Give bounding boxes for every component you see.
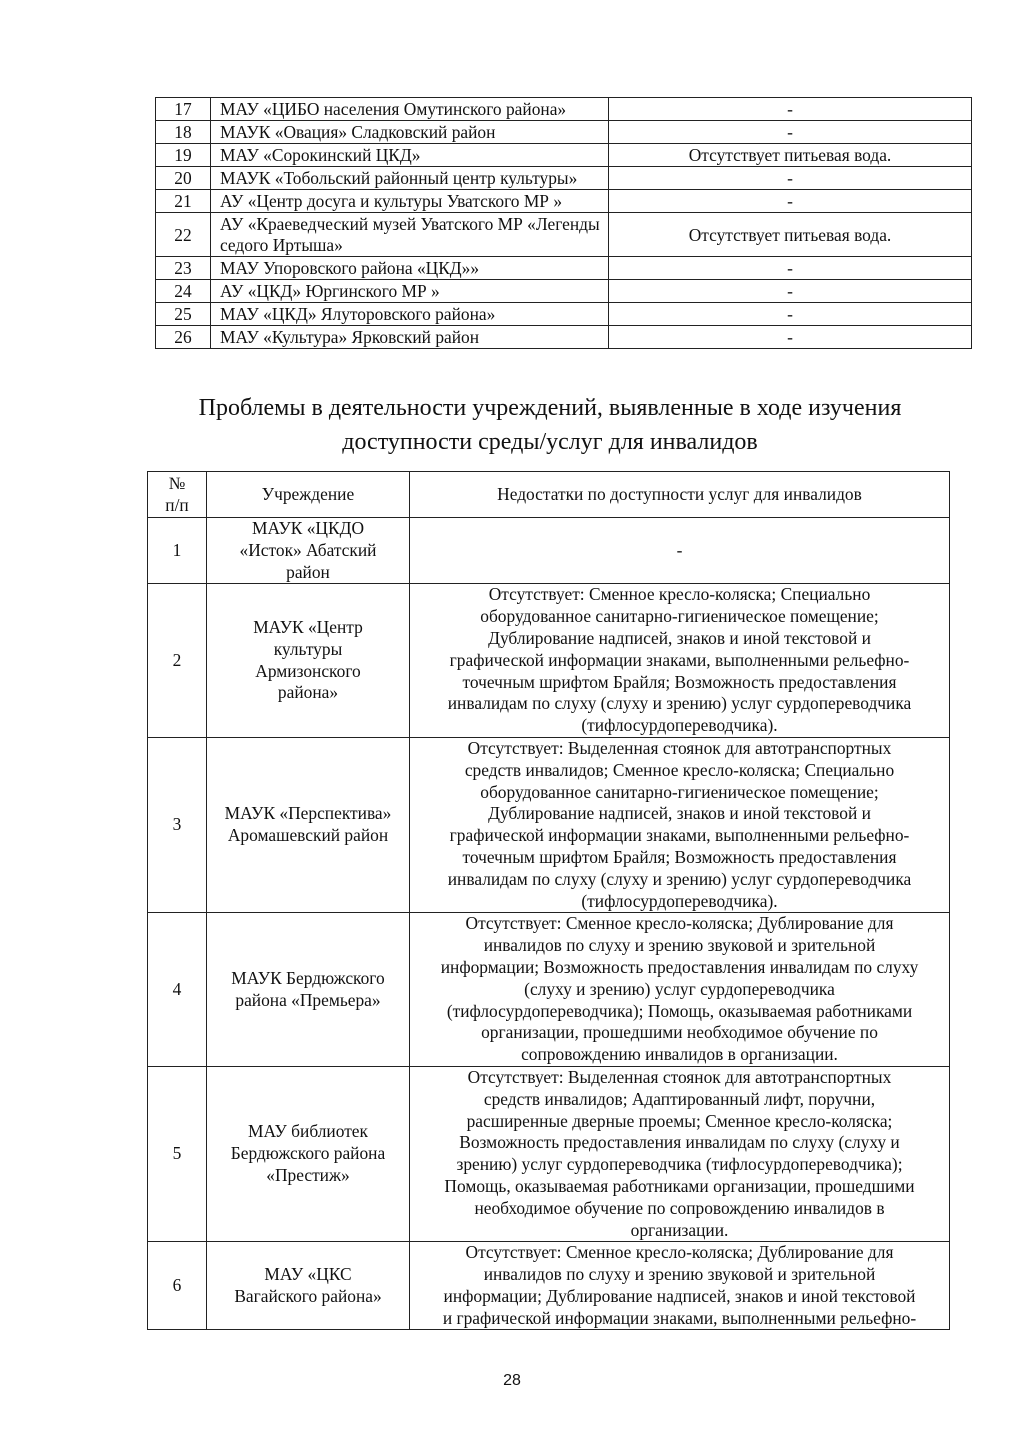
row-note: - <box>609 98 972 121</box>
institution-cell <box>207 1066 410 1241</box>
deficiencies-cell <box>410 1242 950 1330</box>
institution-line: района» <box>277 682 339 703</box>
table-row <box>148 737 950 912</box>
deficiency-line: средств инвалидов; Сменное кресло-коляска; Специально <box>464 759 895 780</box>
institution-name: АУ «Краеведческий музей Уватского МР «Легенды седого Иртыша» <box>211 213 609 257</box>
table-row <box>156 213 972 257</box>
row-note: Отсутствует питьевая вода. <box>609 144 972 167</box>
row-note: - <box>609 303 972 326</box>
row-note: - <box>609 167 972 190</box>
institution-line: района «Премьера» <box>235 989 381 1010</box>
deficiency-line: Дублирование надписей, знаков и иной текстовой и <box>488 803 871 824</box>
deficiency-line: графической информации знаками, выполненными рельефно- <box>449 649 910 670</box>
institution-name: МАУК «Овация» Сладковский район <box>211 121 609 144</box>
deficiency-line: информации; Возможность предоставления инвалидам по слуху <box>440 956 919 977</box>
institutions-table-continued <box>155 97 972 349</box>
deficiency-line: Отсутствует: Выделенная стоянок для автотранспортных <box>467 1066 892 1087</box>
deficiency-line: Отсутствует: Сменное кресло-коляска; Специально <box>488 584 871 605</box>
deficiency-line: Помощь, оказываемая работниками организации, прошедшими <box>444 1175 915 1196</box>
deficiency-line: инвалидам по слуху (слуху и зрению) услуг сурдопереводчика <box>447 868 912 889</box>
row-number: 22 <box>156 213 211 257</box>
accessibility-problems-table <box>147 471 950 1330</box>
deficiency-line: средств инвалидов; Адаптированный лифт, поручни, <box>483 1088 876 1109</box>
institution-line: Бердюжского района <box>230 1143 386 1164</box>
deficiencies-cell <box>410 737 950 912</box>
institution-cell <box>207 913 410 1067</box>
row-number: 21 <box>156 190 211 213</box>
deficiency-line: инвалидам по слуху (слуху и зрению) услуг сурдопереводчика <box>447 693 912 714</box>
row-number: 2 <box>148 584 207 738</box>
institution-line: МАУК Бердюжского <box>231 967 385 988</box>
institution-line: Аромашевский район <box>227 825 389 846</box>
deficiency-line: Отсутствует: Сменное кресло-коляска; Дублирование для <box>465 913 894 934</box>
row-number: 20 <box>156 167 211 190</box>
deficiency-line: оборудованное санитарно-гигиеническое помещение; <box>480 606 879 627</box>
table-row <box>148 1242 950 1330</box>
deficiency-line: инвалидов по слуху и зрению звуковой и зрительной <box>483 1264 876 1285</box>
institution-line: район <box>286 561 330 582</box>
table-row <box>156 121 972 144</box>
deficiency-line: необходимое обучение по сопровождению инвалидов в <box>474 1197 885 1218</box>
institution-line: «Исток» Абатский <box>239 539 377 560</box>
row-note: - <box>609 280 972 303</box>
institution-name: МАУК «Тобольский районный центр культуры» <box>211 167 609 190</box>
header-number <box>148 472 207 518</box>
deficiency-line: (тифлосурдопереводчика); Помощь, оказываемая работниками <box>446 1000 913 1021</box>
row-number: 25 <box>156 303 211 326</box>
deficiencies-cell <box>410 584 950 738</box>
table-row <box>156 257 972 280</box>
deficiency-line: информации; Дублирование надписей, знаков и иной текстовой <box>443 1285 916 1306</box>
institution-line: МАУ библиотек <box>248 1121 368 1142</box>
deficiency-line: Отсутствует: Сменное кресло-коляска; Дублирование для <box>465 1242 894 1263</box>
deficiency-line: (тифлосурдопереводчика). <box>581 715 778 736</box>
deficiency-line: Дублирование надписей, знаков и иной текстовой и <box>488 627 871 648</box>
institution-line: МАУК «Перспектива» <box>224 803 392 824</box>
institution-name: МАУ «Сорокинский ЦКД» <box>211 144 609 167</box>
institution-line: Армизонского <box>255 660 361 681</box>
institution-name: МАУ «ЦКД» Ялуторовского района» <box>211 303 609 326</box>
header-row <box>148 472 950 518</box>
row-note: - <box>609 190 972 213</box>
deficiency-line: расширенные дверные проемы; Сменное кресло-коляска; <box>466 1110 893 1131</box>
institution-cell <box>207 584 410 738</box>
table-row <box>156 280 972 303</box>
table-row <box>156 98 972 121</box>
institution-line: МАУК «ЦКДО <box>251 518 365 538</box>
table-row <box>148 1066 950 1241</box>
institutions-table-body <box>156 98 972 349</box>
institution-name: МАУ «Культура» Ярковский район <box>211 326 609 349</box>
deficiency-line: графической информации знаками, выполненными рельефно- <box>449 825 910 846</box>
row-number: 3 <box>148 737 207 912</box>
row-note: - <box>609 121 972 144</box>
table-row <box>148 584 950 738</box>
row-note: Отсутствует питьевая вода. <box>609 213 972 257</box>
institution-cell <box>207 518 410 584</box>
section-title <box>120 391 980 459</box>
row-number: 4 <box>148 913 207 1067</box>
row-number: 24 <box>156 280 211 303</box>
table-row <box>156 326 972 349</box>
institution-line: Вагайского района» <box>234 1285 382 1306</box>
header-number-line-2: п/п <box>165 494 189 515</box>
institution-name: МАУ «ЦИБО населения Омутинского района» <box>211 98 609 121</box>
institution-line: культуры <box>273 638 343 659</box>
deficiency-line: организации, прошедшими необходимое обучение по <box>481 1022 878 1043</box>
row-number: 19 <box>156 144 211 167</box>
page-number: 28 <box>503 1372 521 1389</box>
table-row <box>156 167 972 190</box>
deficiency-line: точечным шрифтом Брайля; Возможность предоставления <box>462 846 897 867</box>
header-deficiencies: Недостатки по доступности услуг для инвалидов <box>410 472 950 518</box>
section-title-line-2: доступности среды/услуг для инвалидов <box>342 429 758 455</box>
accessibility-table-body <box>148 518 950 1330</box>
row-number: 1 <box>148 518 207 584</box>
row-number: 5 <box>148 1066 207 1241</box>
row-number: 26 <box>156 326 211 349</box>
deficiency-line: сопровождению инвалидов в организации. <box>521 1044 838 1065</box>
institution-line: «Престиж» <box>266 1165 350 1185</box>
row-note: - <box>609 326 972 349</box>
header-number-line-1: № <box>168 472 186 493</box>
institution-line: МАУК «Центр <box>253 617 363 638</box>
deficiency-line: (тифлосурдопереводчика). <box>581 890 778 911</box>
deficiency-line: организации. <box>630 1219 729 1240</box>
deficiency-line: - <box>676 539 683 560</box>
table-row <box>156 144 972 167</box>
deficiencies-cell <box>410 1066 950 1241</box>
row-number: 18 <box>156 121 211 144</box>
deficiency-line: инвалидов по слуху и зрению звуковой и зрительной <box>483 935 876 956</box>
deficiency-line: Отсутствует: Выделенная стоянок для автотранспортных <box>467 737 892 758</box>
deficiency-line: зрению) услуг сурдопереводчика (тифлосурдопереводчика); <box>456 1154 903 1175</box>
institution-name: АУ «Центр досуга и культуры Уватского МР » <box>211 190 609 213</box>
row-number: 17 <box>156 98 211 121</box>
table-row <box>148 913 950 1067</box>
deficiency-line: и графической информации знаками, выполненными рельефно- <box>442 1307 917 1328</box>
institution-name: АУ «ЦКД» Юргинского МР » <box>211 280 609 303</box>
header-institution: Учреждение <box>207 472 410 518</box>
table-row <box>148 518 950 584</box>
table-row <box>156 190 972 213</box>
deficiency-line: оборудованное санитарно-гигиеническое помещение; <box>480 781 879 802</box>
deficiency-line: Возможность предоставления инвалидам по слуху (слуху и <box>459 1132 900 1153</box>
institution-name: МАУ Упоровского района «ЦКД»» <box>211 257 609 280</box>
row-note: - <box>609 257 972 280</box>
deficiency-line: точечным шрифтом Брайля; Возможность предоставления <box>462 671 897 692</box>
section-title-line-1: Проблемы в деятельности учреждений, выявленные в ходе изучения <box>198 395 902 421</box>
institution-line: МАУ «ЦКС <box>264 1264 352 1285</box>
institution-cell <box>207 1242 410 1330</box>
deficiencies-cell <box>410 518 950 584</box>
deficiencies-cell <box>410 913 950 1067</box>
table-header <box>148 472 950 518</box>
table-row <box>156 303 972 326</box>
row-number: 23 <box>156 257 211 280</box>
deficiency-line: (слуху и зрению) услуг сурдопереводчика <box>524 978 835 999</box>
institution-cell <box>207 737 410 912</box>
row-number: 6 <box>148 1242 207 1330</box>
